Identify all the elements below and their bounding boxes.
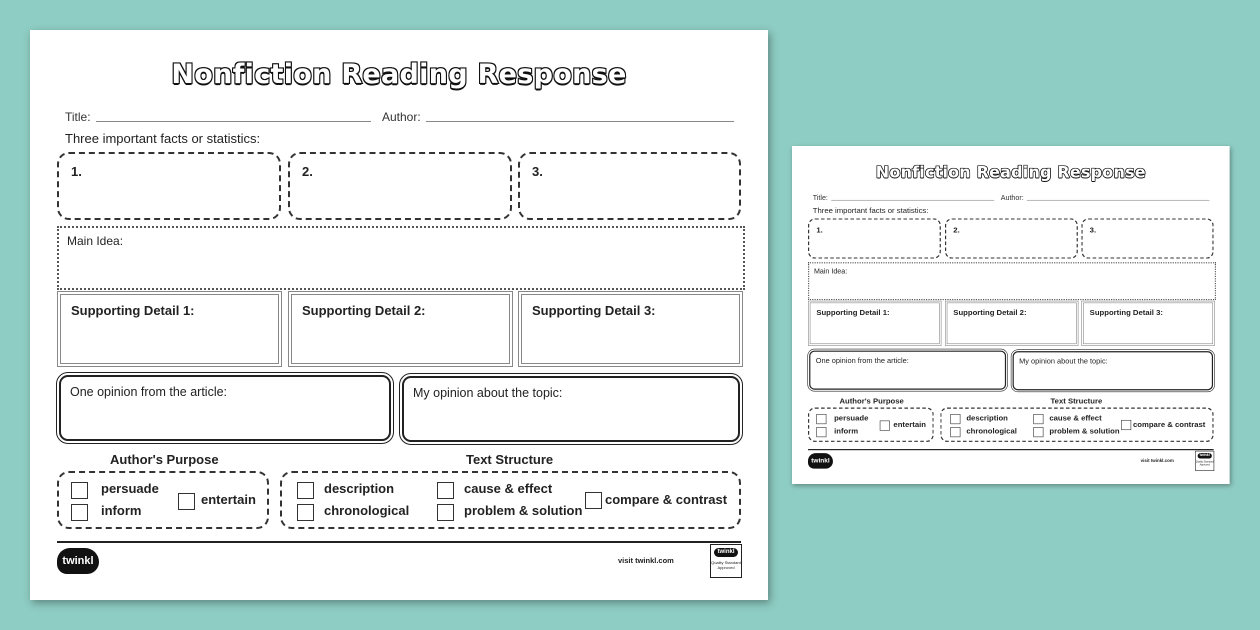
fact-box-1[interactable] [57,152,281,220]
checkbox-label: problem & solution [1049,426,1120,436]
quality-badge-icon [1195,451,1214,471]
authors-purpose-heading: Author's Purpose [110,452,219,467]
title-line[interactable] [831,200,994,201]
checkbox-label: persuade [101,481,159,496]
quality-badge-icon [710,544,742,578]
opinion-article-box[interactable] [59,375,391,441]
supporting-detail-label: Supporting Detail 3: [532,303,656,318]
title-line[interactable] [96,121,371,122]
opinion-mine-label: My opinion about the topic: [1019,357,1108,366]
supporting-detail-label: Supporting Detail 2: [302,303,426,318]
supporting-detail-label: Supporting Detail 2: [953,307,1027,317]
checkbox-persuade[interactable] [816,414,826,424]
checkbox-label: compare & contrast [605,492,728,507]
opinion-mine-box[interactable] [402,376,740,442]
opinion-article-label: One opinion from the article: [815,356,909,365]
checkbox-cause-effect[interactable] [437,482,454,499]
worksheet-title: Nonfiction Reading Response [875,163,1146,182]
checkbox-label: entertain [201,492,256,507]
checkbox-inform[interactable] [816,427,826,437]
badge-logo: twinkl [1198,453,1212,458]
title-label: Title: [65,110,91,124]
badge-text: Quality Standard Approved [1195,460,1214,467]
checkbox-label: entertain [893,419,926,429]
checkbox-label: description [966,413,1008,423]
opinion-mine-box[interactable] [1013,351,1213,390]
worksheet-title: Nonfiction Reading Response [171,59,627,90]
fact-number: 3. [532,164,543,179]
checkbox-label: compare & contrast [1132,419,1206,429]
fact-number: 1. [71,164,82,179]
supporting-detail-box-2[interactable] [291,294,510,364]
main-idea-label: Main Idea: [67,234,124,248]
fact-number: 2. [302,164,313,179]
author-line[interactable] [426,121,734,122]
checkbox-label: problem & solution [464,503,583,518]
supporting-detail-label: Supporting Detail 1: [71,303,195,318]
badge-logo: twinkl [714,548,738,557]
worksheet-preview-small[interactable] [792,146,1230,484]
opinion-article-box[interactable] [809,351,1006,390]
main-idea-box[interactable] [808,262,1216,300]
text-structure-heading: Text Structure [1050,396,1103,406]
twinkl-logo: twinkl [57,548,99,574]
badge-text: Quality Standard Approved [711,560,741,570]
footer-divider [808,449,1214,450]
author-label: Author: [382,110,421,124]
supporting-detail-box-3[interactable] [521,294,740,364]
author-label: Author: [1000,193,1024,202]
supporting-detail-box-3[interactable] [1083,303,1213,345]
checkbox-label: cause & effect [464,481,553,496]
twinkl-logo: twinkl [808,453,833,468]
facts-label: Three important facts or statistics: [812,205,929,215]
checkbox-chronological[interactable] [297,504,314,521]
supporting-detail-box-2[interactable] [947,303,1077,345]
opinion-mine-label: My opinion about the topic: [413,386,563,400]
checkbox-problem-solution[interactable] [1033,427,1043,437]
checkbox-label: persuade [834,413,869,423]
checkbox-description[interactable] [297,482,314,499]
fact-box-1[interactable] [808,218,941,258]
checkbox-compare-contrast[interactable] [1121,420,1131,430]
checkbox-inform[interactable] [71,504,88,521]
supporting-detail-label: Supporting Detail 1: [816,307,890,317]
checkbox-chronological[interactable] [950,427,960,437]
checkbox-description[interactable] [950,414,960,424]
checkbox-label: cause & effect [1049,413,1102,423]
checkbox-problem-solution[interactable] [437,504,454,521]
checkbox-label: inform [101,503,142,518]
worksheet-thumbnail-wrap [792,146,1230,484]
checkbox-label: inform [834,426,859,436]
main-idea-box[interactable] [57,226,745,290]
title-label: Title: [812,193,828,202]
fact-number: 3. [1089,225,1097,235]
visit-link[interactable]: visit twinkl.com [618,556,674,565]
fact-box-2[interactable] [288,152,512,220]
text-structure-heading: Text Structure [466,452,554,467]
main-idea-label: Main Idea: [813,266,848,276]
fact-box-3[interactable] [1081,218,1213,258]
supporting-detail-box-1[interactable] [810,303,940,345]
fact-number: 2. [953,225,960,235]
footer-divider [57,541,741,543]
opinion-article-label: One opinion from the article: [70,385,228,399]
checkbox-label: chronological [966,426,1017,436]
worksheet-preview-large [30,30,768,600]
checkbox-compare-contrast[interactable] [585,492,602,509]
checkbox-label: description [324,481,395,496]
authors-purpose-heading: Author's Purpose [839,396,904,406]
checkbox-persuade[interactable] [71,482,88,499]
checkbox-entertain[interactable] [178,493,195,510]
author-line[interactable] [1027,200,1210,201]
checkbox-entertain[interactable] [880,421,890,431]
fact-number: 1. [816,225,823,235]
visit-link[interactable]: visit twinkl.com [1140,457,1174,464]
supporting-detail-box-1[interactable] [60,294,279,364]
facts-label: Three important facts or statistics: [65,131,261,146]
fact-box-3[interactable] [518,152,741,220]
checkbox-label: chronological [324,503,410,518]
checkbox-cause-effect[interactable] [1033,414,1043,424]
supporting-detail-label: Supporting Detail 3: [1089,307,1163,317]
fact-box-2[interactable] [945,218,1078,258]
